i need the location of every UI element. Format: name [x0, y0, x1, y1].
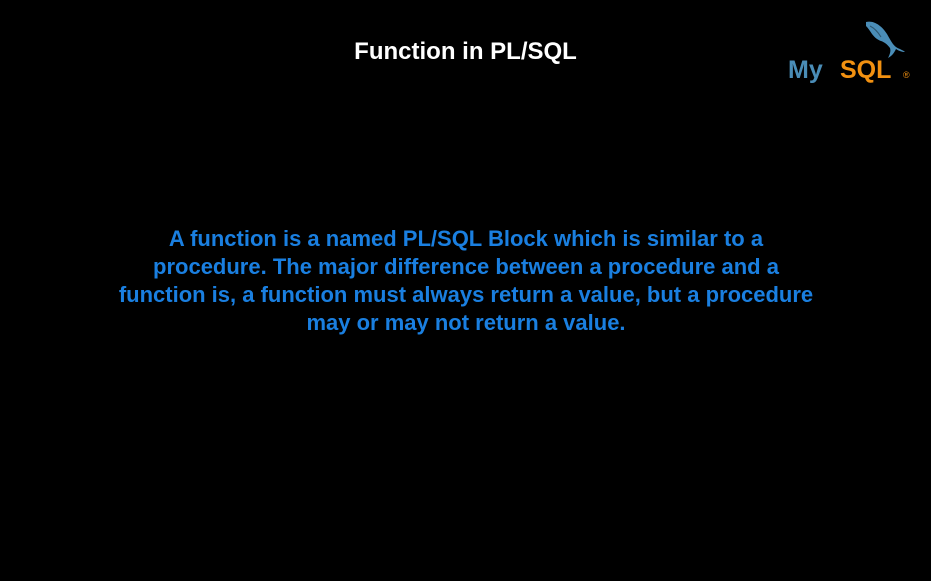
mysql-logo [788, 18, 914, 84]
logo-sql-text: SQL [840, 56, 892, 84]
dolphin-icon [866, 22, 905, 58]
slide-title: Function in PL/SQL [354, 38, 577, 65]
logo-my-text: My [788, 56, 823, 84]
slide-body-text: A function is a named PL/SQL Block which is similar to a procedure. The major difference between a procedure and a function is, a function must always return a value, but a procedure may or may not return a value. [118, 226, 814, 335]
logo-registered-mark: ® [903, 70, 910, 80]
